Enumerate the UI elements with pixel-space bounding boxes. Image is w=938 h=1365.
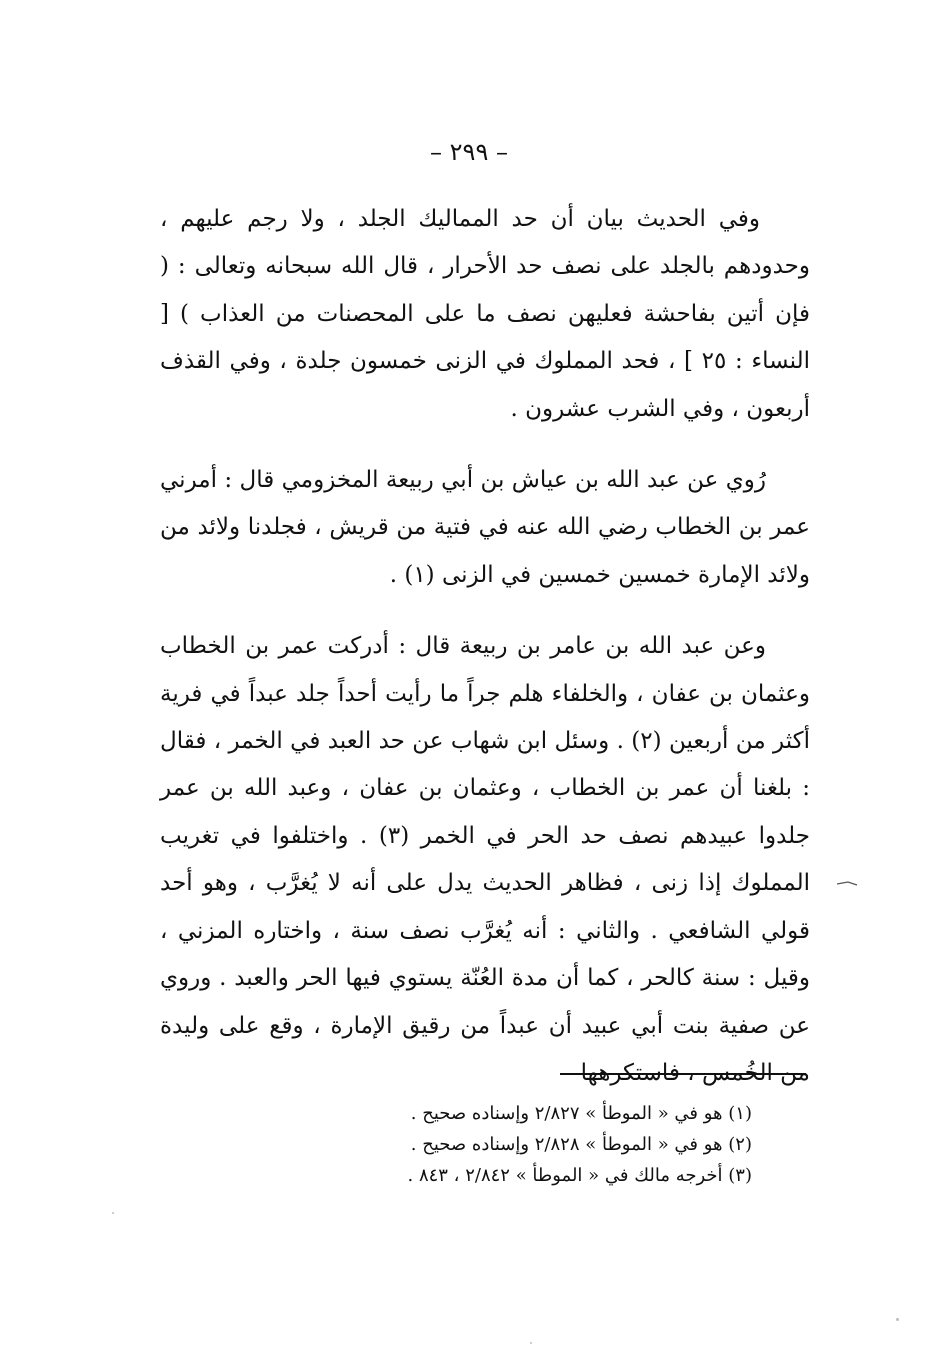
paragraph-1: وفي الحديث بيان أن حد المماليك الجلد ، ولا رجم عليهم ، وحدودهم بالجلد على نصف حد الأحرار ، قال الله سبحانه وتعالى : ( فإن أتين بفاحشة فعليهن نصف ما على المحصنات من العذاب ) [ النساء : ٢٥ ] ، فحد المملوك في الزنى خمسون جلدة ، وفي القذف أربعون ، وفي الشرب عشرون . — [160, 206, 810, 422]
paragraph-2: رُوي عن عبد الله بن عياش بن أبي ربيعة المخزومي قال : أمرني عمر بن الخطاب رضي الله عنه في فتية من قريش ، فجلدنا ولائد من ولائد الإمارة خمسين خمسين في الزنى (١) . — [160, 467, 810, 588]
footnote-2: (٢) هو في « الموطأ » ٢/٨٢٨ وإسناده صحيح . — [410, 1134, 752, 1155]
scan-speck — [530, 1342, 532, 1344]
margin-pen-mark — [836, 878, 858, 890]
scan-speck — [112, 1212, 114, 1214]
footnote-separator — [560, 1073, 806, 1075]
page-number: – ٢٩٩ – — [430, 138, 508, 166]
footnote-3: (٣) أخرجه مالك في « الموطأ » ٢/٨٤٢ ، ٨٤٣ . — [407, 1165, 752, 1186]
scan-speck — [896, 1318, 899, 1321]
main-text — [160, 196, 810, 1121]
footnote-1: (١) هو في « الموطأ » ٢/٨٢٧ وإسناده صحيح . — [410, 1103, 752, 1124]
paragraph-3: وعن عبد الله بن عامر بن ربيعة قال : أدركت عمر بن الخطاب وعثمان بن عفان ، والخلفاء هلم جراً ما رأيت أحداً جلد عبداً في فرية أكثر من أربعين (٢) . وسئل ابن شهاب عن حد العبد في الخمر ، فقال : بلغنا أن عمر بن الخطاب ، وعثمان بن عفان ، وعبد الله بن عمر جلدوا عبيدهم نصف حد الحر في الخمر (٣) . واختلفوا في تغريب المملوك إذا زنى ، فظاهر الحديث يدل على أنه لا يُغرَّب ، وهو أحد قولي الشافعي . والثاني : أنه يُغرَّب نصف سنة ، واختاره المزني ، وقيل : سنة كالحر ، كما أن مدة العُنّة يستوي فيها الحر والعبد . وروي عن صفية بنت أبي عبيد أن عبداً من رقيق الإمارة ، وقع على وليدة من الخُمس ، فاستكرهها — [160, 633, 810, 1086]
footnotes — [300, 1098, 752, 1191]
